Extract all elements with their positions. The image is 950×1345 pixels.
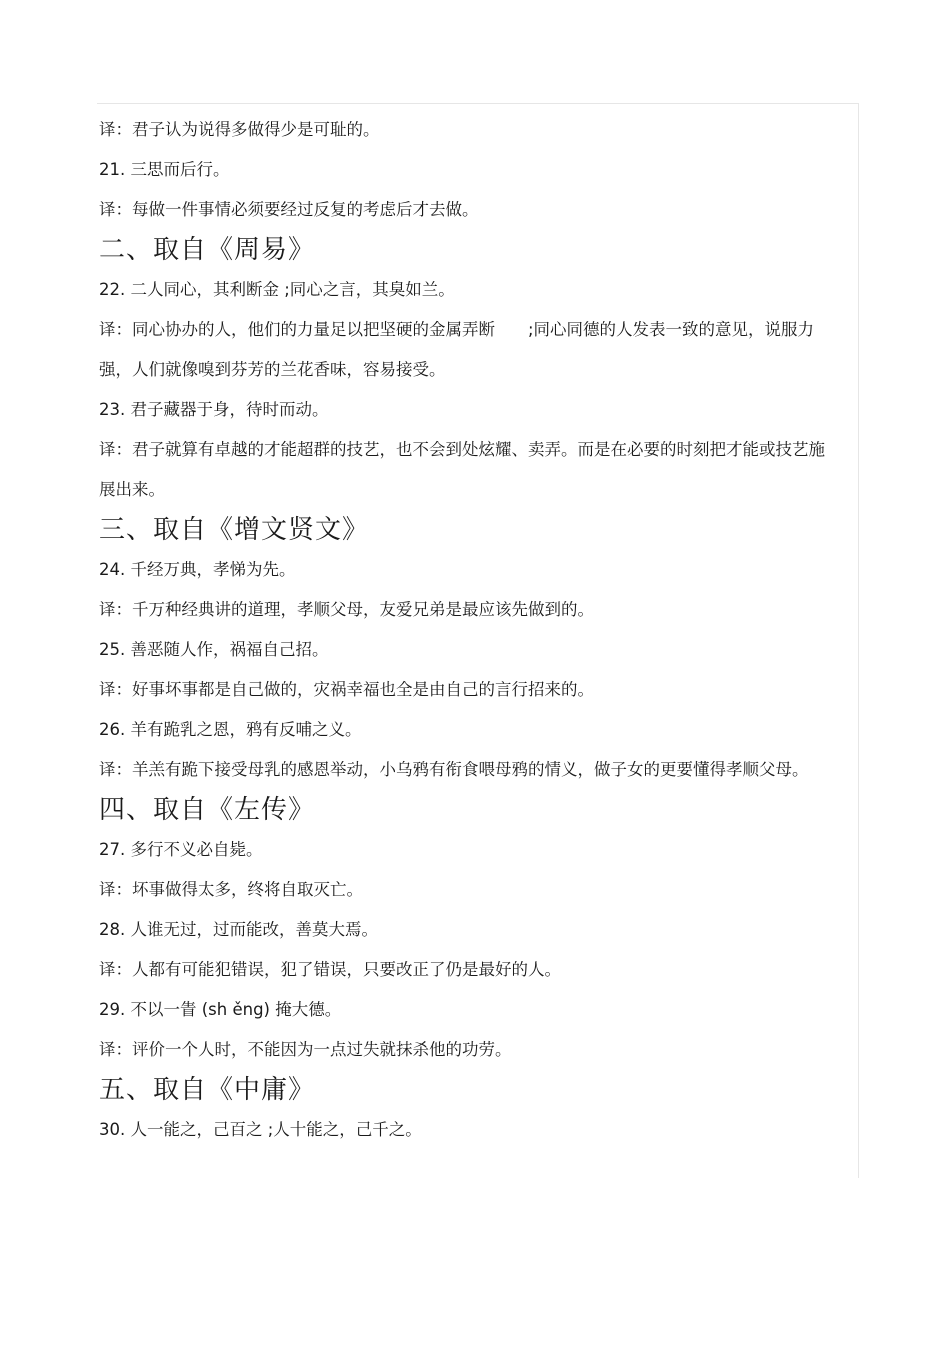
translation-24: 译：千万种经典讲的道理，孝顺父母，友爱兄弟是最应该先做到的。: [99, 600, 594, 619]
translation-29: 译：评价一个人时，不能因为一点过失就抹杀他的功劳。: [99, 1040, 512, 1059]
translation-25: 译：好事坏事都是自己做的，灾祸幸福也全是由自己的言行招来的。: [99, 680, 594, 699]
quote-26: 26. 羊有跪乳之恩，鸦有反哺之义。: [99, 720, 362, 739]
section-heading-zengwenxianwen: 三、取自《增文贤文》: [99, 515, 370, 545]
quote-24: 24. 千经万典，孝悌为先。: [99, 560, 296, 579]
translation-26: 译：羊羔有跪下接受母乳的感恩举动，小乌鸦有衔食喂母鸦的情义，做子女的更要懂得孝顺父母。: [99, 760, 809, 779]
quote-23: 23. 君子藏器于身，待时而动。: [99, 400, 329, 419]
translation-21: 译：每做一件事情必须要经过反复的考虑后才去做。: [99, 200, 479, 219]
translation-27: 译：坏事做得太多，终将自取灭亡。: [99, 880, 363, 899]
translation-22: 译：同心协办的人，他们的力量足以把坚硬的金属弄断 ;同心同德的人发表一致的意见，说服力强，人们就像嗅到芬芳的兰花香味，容易接受。: [99, 320, 815, 379]
quote-30: 30. 人一能之，己百之 ;人十能之，己千之。: [99, 1120, 422, 1139]
quote-27: 27. 多行不义必自毙。: [99, 840, 263, 859]
translation-23: 译：君子就算有卓越的才能超群的技艺，也不会到处炫耀、卖弄。而是在必要的时刻把才能或技艺施展出来。: [99, 440, 825, 499]
section-heading-zhouyi: 二、取自《周易》: [99, 235, 316, 265]
quote-29: 29. 不以一眚 (sh ěng) 掩大德。: [99, 1000, 342, 1019]
quote-22: 22. 二人同心，其利断金 ;同心之言，其臭如兰。: [99, 280, 455, 299]
quote-28: 28. 人谁无过，过而能改，善莫大焉。: [99, 920, 378, 939]
section-heading-zhongyong: 五、取自《中庸》: [99, 1075, 316, 1105]
section-heading-zuozhuan: 四、取自《左传》: [99, 795, 316, 825]
translation-line: 译：君子认为说得多做得少是可耻的。: [99, 120, 380, 139]
quote-21: 21. 三思而后行。: [99, 160, 230, 179]
quote-25: 25. 善恶随人作，祸福自己招。: [99, 640, 329, 659]
document-body: [99, 110, 839, 1150]
translation-28: 译：人都有可能犯错误，犯了错误，只要改正了仍是最好的人。: [99, 960, 561, 979]
